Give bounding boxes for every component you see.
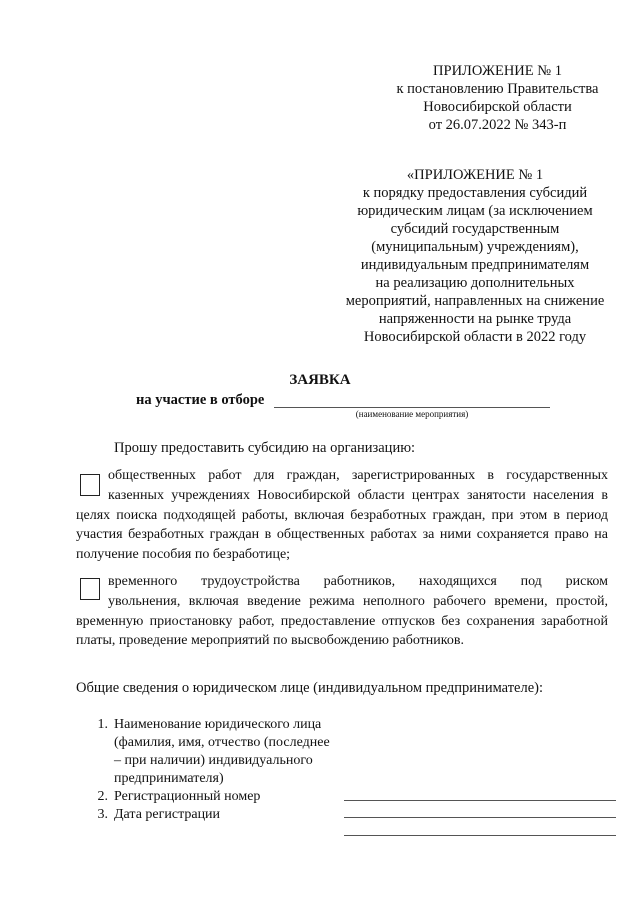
option-2-text: увольнения, включая введение режима неполного рабочего времени, простой, временную приостановку работ, предоставление отпусков без сохранения заработной платы, проведение мероприятий по высвобождению работников. — [76, 594, 608, 648]
list-item — [86, 788, 336, 806]
event-name-hint: (наименование мероприятия) — [355, 409, 469, 419]
info-list — [86, 716, 336, 824]
option-1-first-line: общественных работ для граждан, зарегистрированных в государственных — [108, 468, 608, 483]
form-subtitle: на участие в отборе — [136, 392, 265, 408]
list-item-label: Наименование юридического лица (фамилия, имя, отчество (последнее – при наличии) индивидуального предпринимателя) — [114, 717, 330, 786]
form-title: ЗАЯВКА — [289, 372, 351, 388]
order-appendix-block — [330, 166, 620, 346]
list-item-label: Регистрационный номер — [114, 789, 261, 804]
appendix-line-1: к постановлению Правительства — [396, 81, 599, 97]
legal-name-field[interactable] — [344, 800, 616, 801]
list-item-number: 2. — [97, 789, 108, 804]
order-appendix-line: мероприятий, направленных на снижение — [345, 293, 605, 309]
order-appendix-line: к порядку предоставления субсидий — [362, 185, 588, 201]
order-appendix-line: индивидуальным предпринимателям — [360, 257, 590, 273]
order-appendix-line: на реализацию дополнительных — [375, 275, 575, 291]
order-appendix-title: «ПРИЛОЖЕНИЕ № 1 — [406, 167, 544, 183]
order-appendix-line: юридическим лицам (за исключением — [357, 203, 593, 219]
order-appendix-line: (муниципальным) учреждениям), — [371, 239, 579, 255]
registration-number-field[interactable] — [344, 817, 616, 818]
list-item-number: 1. — [97, 717, 108, 732]
general-info-heading: Общие сведения о юридическом лице (индивидуальном предпринимателе): — [76, 680, 544, 696]
list-item-label: Дата регистрации — [114, 807, 221, 822]
request-text: Прошу предоставить субсидию на организацию: — [114, 440, 416, 456]
list-item — [86, 716, 336, 788]
list-item — [86, 806, 336, 824]
order-appendix-line: субсидий государственным — [390, 221, 560, 237]
option-2-first-line: временного трудоустройства работников, находящихся под риском — [108, 574, 608, 589]
option-1-text: казенных учреждениях Новосибирской области центрах занятости населения в целях поиска подходящей работы, включая безработных граждан, при этом в период участия безработных граждан в общественных работах за ними сохраняется право на получение пособия по безработице; — [76, 488, 608, 562]
header-appendix-block — [380, 62, 615, 134]
order-appendix-line: Новосибирской области в 2022 году — [363, 329, 587, 345]
registration-date-field[interactable] — [344, 835, 616, 836]
list-item-number: 3. — [97, 807, 108, 822]
order-appendix-line: напряженности на рынке труда — [378, 311, 572, 327]
appendix-line-2: Новосибирской области — [423, 99, 572, 115]
appendix-title: ПРИЛОЖЕНИЕ № 1 — [433, 63, 562, 79]
appendix-line-3: от 26.07.2022 № 343-п — [428, 117, 567, 133]
event-name-field[interactable] — [274, 407, 550, 408]
